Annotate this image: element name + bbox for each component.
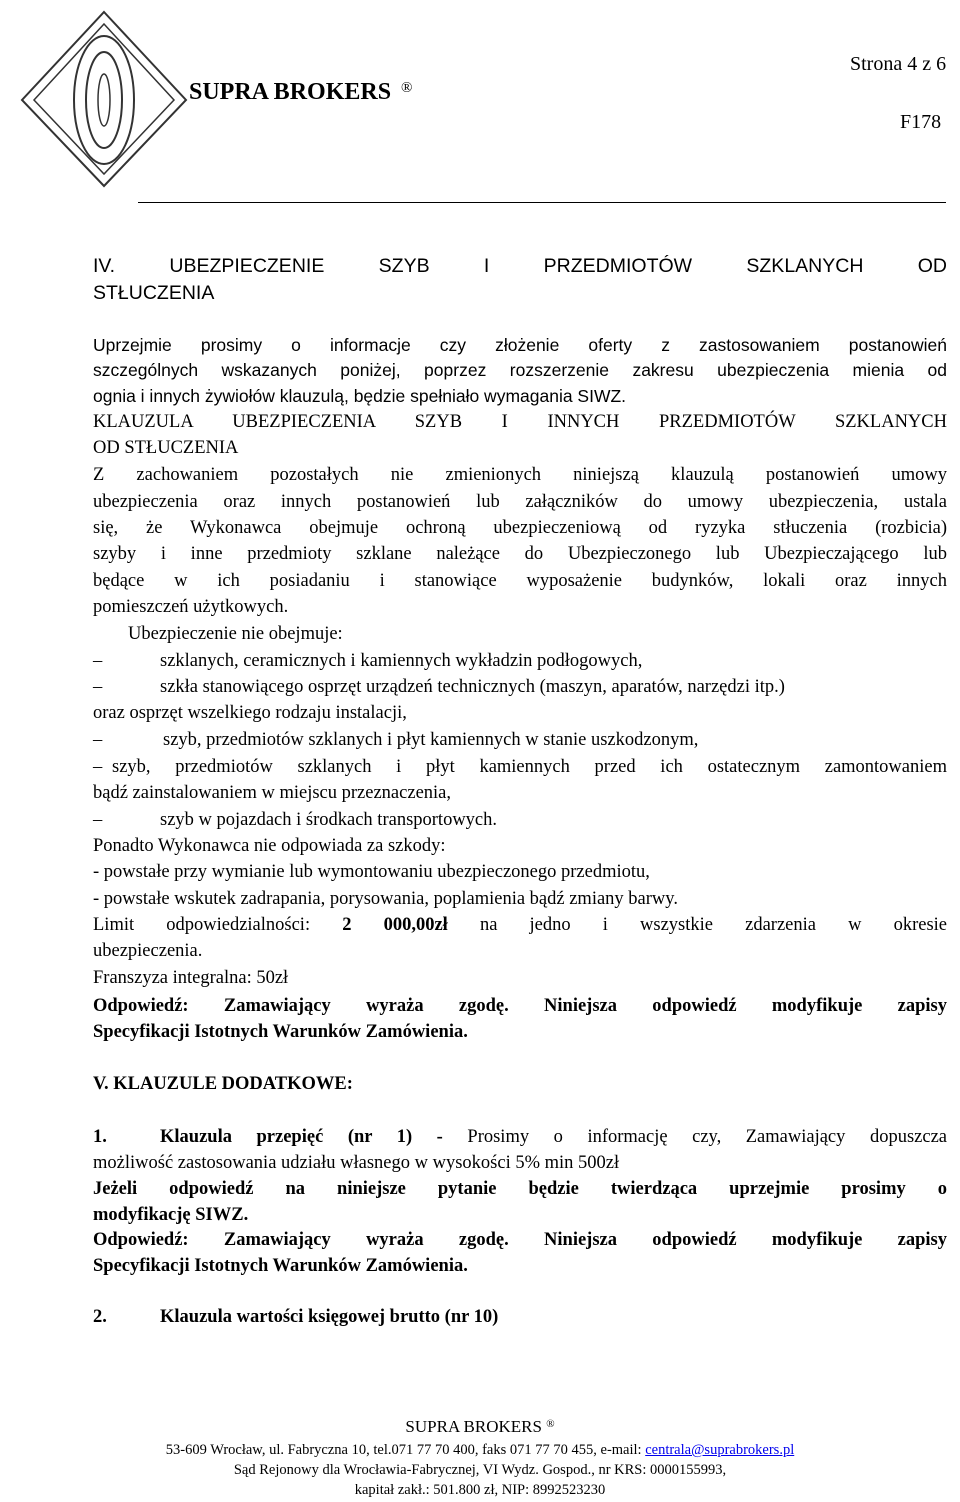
limit-scope: na jedno i wszystkie zdarzenia w okresie [479,915,947,935]
deductible: Franszyza integralna: 50zł [93,968,289,988]
supra-brokers-logo-icon [14,8,194,190]
clause-title-line2: OD STŁUCZENIA [93,438,239,458]
answer-v-line2: Specyfikacji Istotnych Warunków Zamówienia. [93,1256,468,1276]
item2-number: 2. [93,1307,107,1327]
footer-company-name: SUPRA BROKERS [405,1417,542,1436]
request-line1: Uprzejmie prosimy o informacje czy złożenie oferty z zastosowaniem postanowień [93,335,947,355]
section-iv-heading-line1: IV. UBEZPIECZENIE SZYB I PRZEDMIOTÓW SZKLANYCH OD [93,255,947,277]
exclusion-item-2: szkła stanowiącego osprzęt urządzeń technicznych (maszyn, aparatów, narzędzi itp.) [160,677,785,697]
exclusions-intro: Ubezpieczenie nie obejmuje: [128,624,343,644]
request-line2: szczególnych wskazanych poniżej, poprzez rozszerzenie zakresu ubezpieczenia mienia od [93,360,947,380]
liability-limit-line [93,913,947,938]
exclusion-item-2-cont: oraz osprzęt wszelkiego rodzaju instalacji, [93,703,407,723]
item1-request-line2: modyfikację SIWZ. [93,1205,249,1225]
no-liability-intro: Ponadto Wykonawca nie odpowiada za szkody: [93,836,446,856]
exclusion-dash-1: – [93,651,103,671]
page-indicator: Strona 4 z 6 [850,53,947,75]
exclusion-item-5: szyb w pojazdach i środkach transportowych. [160,810,498,830]
clause-body-line4: szyby i inne przedmioty szklane należące do Ubezpieczonego lub Ubezpieczającego lub [93,544,947,564]
footer-address [0,1441,960,1459]
item1-request-line1: Jeżeli odpowiedź na niniejsze pytanie będzie twierdząca uprzejmie prosimy o [93,1179,947,1199]
exclusion-item-4-cont: bądź zainstalowaniem w miejscu przeznaczenia, [93,783,452,803]
limit-amount: 2 000,00zł [342,915,448,935]
item1-question: Prosimy o informację czy, Zamawiający dopuszcza [467,1127,947,1147]
liability-limit-line2: ubezpieczenia. [93,941,203,961]
request-line3: ognia i innych żywiołów klauzulą, będzie spełniało wymagania SIWZ. [93,386,627,406]
no-liability-item-1: - powstałe przy wymianie lub wymontowaniu ubezpieczonego przedmiotu, [93,862,650,882]
header-company-name [189,78,412,106]
document-code: F178 [900,111,942,133]
section-v-heading: V. KLAUZULE DODATKOWE: [93,1074,353,1094]
answer-v-line1: Odpowiedź: Zamawiający wyraża zgodę. Niniejsza odpowiedź modyfikuje zapisy [93,1230,947,1250]
no-liability-item-2: - powstałe wskutek zadrapania, porysowania, poplamienia bądź zmiany barwy. [93,889,678,909]
answer-iv-line2: Specyfikacji Istotnych Warunków Zamówienia. [93,1022,468,1042]
footer-email-link[interactable]: centrala@suprabrokers.pl [645,1442,795,1458]
exclusion-item-3: szyb, przedmiotów szklanych i płyt kamiennych w stanie uszkodzonym, [163,730,699,750]
exclusion-dash-3: – [93,730,103,750]
section-iv-heading-line2: STŁUCZENIA [93,282,215,304]
company-name: SUPRA BROKERS [189,79,392,105]
registered-mark: ® [401,80,413,96]
answer-iv-line1: Odpowiedź: Zamawiający wyraża zgodę. Niniejsza odpowiedź modyfikuje zapisy [93,996,947,1016]
clause-body-line3: się, że Wykonawca obejmuje ochroną ubezpieczeniową od ryzyka stłuczenia (rozbicia) [93,518,947,538]
exclusion-item-4: szyb, przedmiotów szklanych i płyt kamiennych przed ich ostatecznym zamontowaniem [112,757,947,777]
header-rule [138,202,946,203]
exclusion-item-1: szklanych, ceramicznych i kamiennych wykładzin podłogowych, [160,651,643,671]
footer-court: Sąd Rejonowy dla Wrocławia-Fabrycznej, VI Wydz. Gospod., nr KRS: 0000155993, [233,1462,727,1478]
item1-title: Klauzula przepięć (nr 1) - [160,1127,443,1147]
clause-body-line5: będące w ich posiadaniu i stanowiące wyposażenie budynków, lokali oraz innych [93,571,947,591]
footer-capital: kapitał zakł.: 501.800 zł, NIP: 8992523230 [354,1482,606,1498]
clause-title-line1: KLAUZULA UBEZPIECZENIA SZYB I INNYCH PRZEDMIOTÓW SZKLANYCH [93,412,947,432]
clause-body-line1: Z zachowaniem pozostałych nie zmienionych niniejszą klauzulą postanowień umowy [93,465,947,485]
exclusion-dash-4: – [93,757,103,777]
limit-label: Limit odpowiedzialności: [93,915,311,935]
footer-company [0,1417,960,1437]
exclusion-dash-5: – [93,810,103,830]
item1-line1 [160,1125,947,1150]
item1-line2: możliwość zastosowania udziału własnego w wysokości 5% min 500zł [93,1153,620,1173]
item2-title: Klauzula wartości księgowej brutto (nr 10) [160,1307,499,1327]
footer-registered-mark: ® [546,1418,555,1430]
footer-address-text: 53-609 Wrocław, ul. Fabryczna 10, tel.071 77 70 400, faks 071 77 70 455, e-mail: [165,1442,642,1458]
item1-number: 1. [93,1127,107,1147]
exclusion-dash-2: – [93,677,103,697]
clause-body-line2: ubezpieczenia oraz innych postanowień lub załączników do umowy ubezpieczenia, ustala [93,492,947,512]
clause-body-line6: pomieszczeń użytkowych. [93,597,289,617]
